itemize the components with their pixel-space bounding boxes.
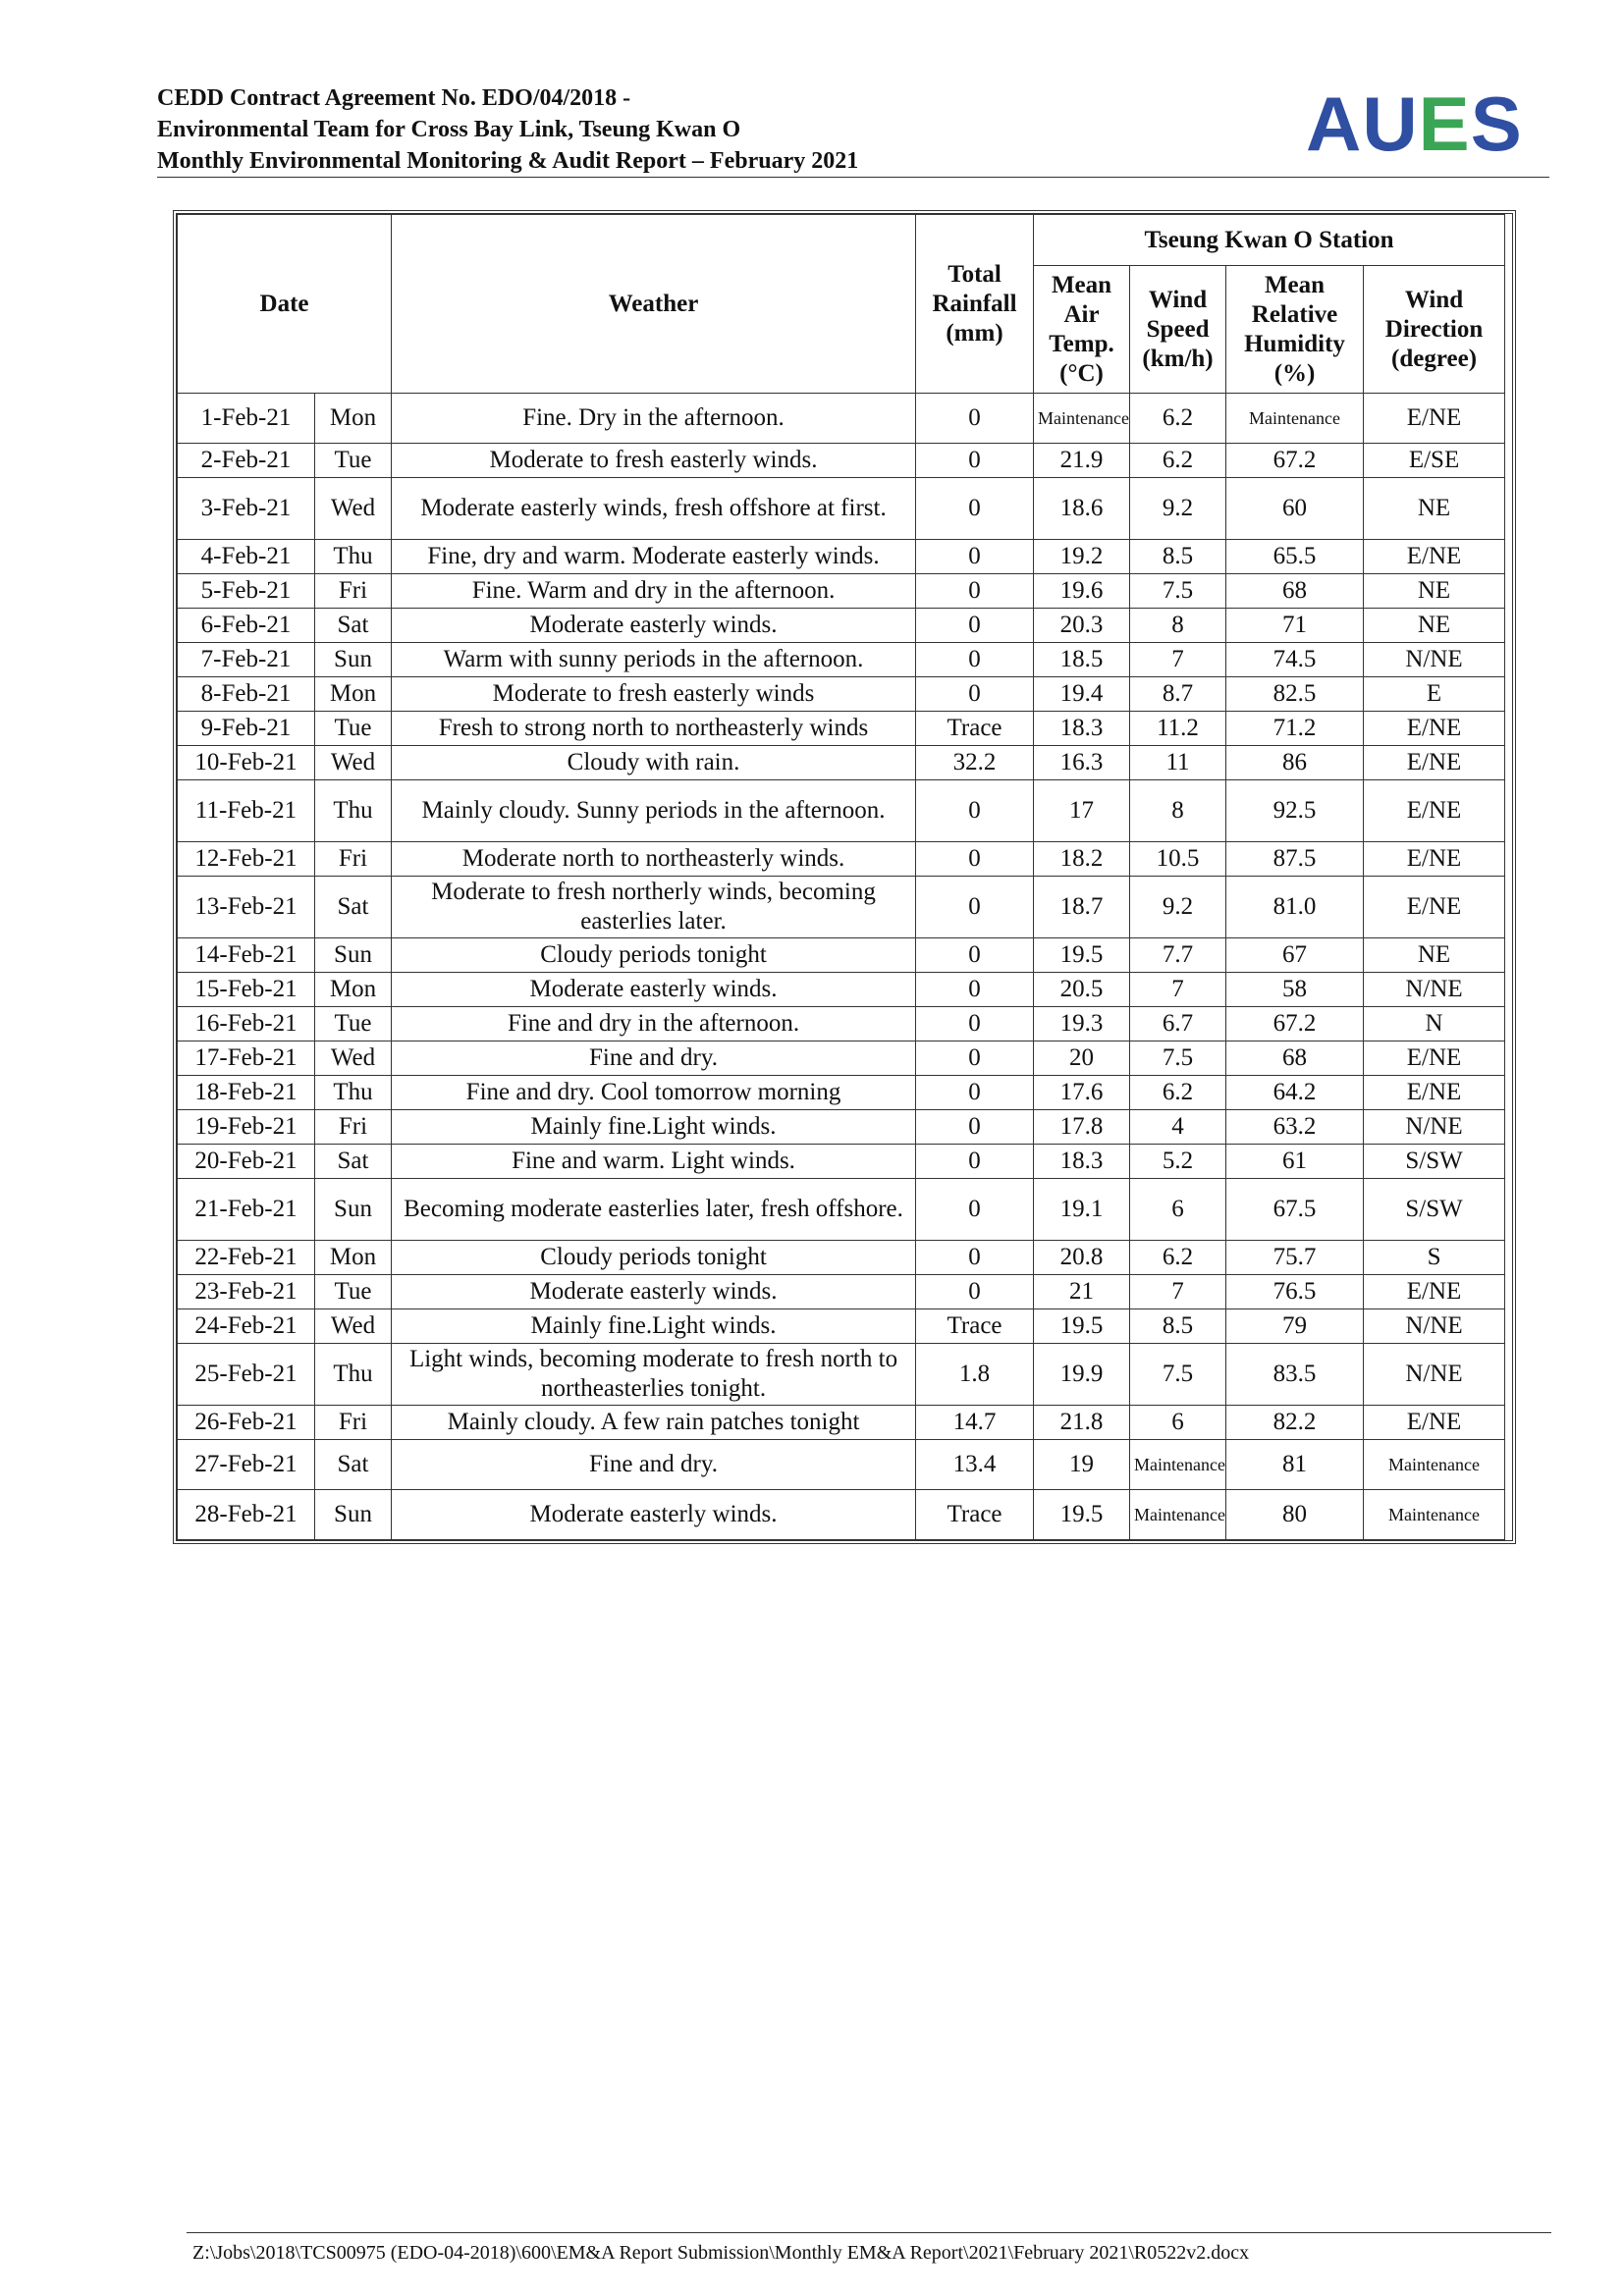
cell-hum: 82.2 xyxy=(1226,1406,1364,1440)
cell-weather: Light winds, becoming moderate to fresh north to northeasterlies tonight. xyxy=(392,1344,916,1406)
cell-dir: NE xyxy=(1364,574,1505,609)
table-row xyxy=(178,712,1505,746)
cell-day: Thu xyxy=(315,540,392,574)
cell-dir: Maintenance xyxy=(1364,1440,1505,1490)
cell-temp: 18.7 xyxy=(1034,877,1130,938)
table-row xyxy=(178,1007,1505,1041)
cell-hum: 60 xyxy=(1226,478,1364,540)
cell-weather: Fine. Warm and dry in the afternoon. xyxy=(392,574,916,609)
cell-dir: E/NE xyxy=(1364,780,1505,842)
table-row xyxy=(178,1110,1505,1145)
weather-table-container xyxy=(173,210,1516,1544)
table-row xyxy=(178,1440,1505,1490)
cell-wind: 7.7 xyxy=(1130,938,1226,973)
cell-weather: Fine and dry. xyxy=(392,1440,916,1490)
table-row xyxy=(178,444,1505,478)
cell-temp: 19.2 xyxy=(1034,540,1130,574)
cell-day: Sun xyxy=(315,938,392,973)
cell-rain: 32.2 xyxy=(916,746,1034,780)
header-date: Date xyxy=(178,215,392,394)
cell-dir: E/NE xyxy=(1364,1041,1505,1076)
cell-weather: Fine. Dry in the afternoon. xyxy=(392,394,916,444)
cell-dir: E/NE xyxy=(1364,1275,1505,1309)
cell-temp: 21 xyxy=(1034,1275,1130,1309)
table-row xyxy=(178,1179,1505,1241)
cell-dir: Maintenance xyxy=(1364,1490,1505,1540)
cell-hum: 68 xyxy=(1226,1041,1364,1076)
cell-date: 23-Feb-21 xyxy=(178,1275,315,1309)
cell-temp: 18.2 xyxy=(1034,842,1130,877)
cell-hum: 58 xyxy=(1226,973,1364,1007)
cell-temp: 19.4 xyxy=(1034,677,1130,712)
table-row xyxy=(178,780,1505,842)
cell-day: Wed xyxy=(315,746,392,780)
cell-rain: 1.8 xyxy=(916,1344,1034,1406)
cell-weather: Becoming moderate easterlies later, fresh offshore. xyxy=(392,1179,916,1241)
cell-weather: Fresh to strong north to northeasterly winds xyxy=(392,712,916,746)
cell-rain: 0 xyxy=(916,938,1034,973)
cell-weather: Moderate to fresh easterly winds. xyxy=(392,444,916,478)
cell-hum: 92.5 xyxy=(1226,780,1364,842)
cell-day: Sat xyxy=(315,609,392,643)
cell-dir: S/SW xyxy=(1364,1145,1505,1179)
cell-weather: Moderate to fresh easterly winds xyxy=(392,677,916,712)
cell-wind: 6.2 xyxy=(1130,394,1226,444)
cell-date: 21-Feb-21 xyxy=(178,1179,315,1241)
cell-rain: 0 xyxy=(916,1007,1034,1041)
cell-day: Thu xyxy=(315,1076,392,1110)
cell-rain: 0 xyxy=(916,973,1034,1007)
cell-rain: 0 xyxy=(916,478,1034,540)
cell-hum: 67 xyxy=(1226,938,1364,973)
table-row xyxy=(178,746,1505,780)
cell-temp: 19.6 xyxy=(1034,574,1130,609)
header-line-team: Environmental Team for Cross Bay Link, Tseung Kwan O xyxy=(157,117,741,142)
table-row xyxy=(178,1241,1505,1275)
table-row xyxy=(178,938,1505,973)
cell-date: 27-Feb-21 xyxy=(178,1440,315,1490)
table-row xyxy=(178,877,1505,938)
cell-weather: Moderate easterly winds. xyxy=(392,1275,916,1309)
cell-rain: 0 xyxy=(916,540,1034,574)
cell-wind: 6.2 xyxy=(1130,1241,1226,1275)
cell-weather: Moderate easterly winds. xyxy=(392,973,916,1007)
cell-date: 26-Feb-21 xyxy=(178,1406,315,1440)
cell-temp: 19.5 xyxy=(1034,1309,1130,1344)
cell-day: Sat xyxy=(315,1145,392,1179)
cell-rain: 0 xyxy=(916,1041,1034,1076)
cell-weather: Moderate to fresh northerly winds, becoming easterlies later. xyxy=(392,877,916,938)
table-row xyxy=(178,478,1505,540)
cell-dir: E/SE xyxy=(1364,444,1505,478)
cell-day: Fri xyxy=(315,574,392,609)
cell-weather: Cloudy with rain. xyxy=(392,746,916,780)
cell-date: 20-Feb-21 xyxy=(178,1145,315,1179)
cell-hum: 61 xyxy=(1226,1145,1364,1179)
header-temp: Mean Air Temp. (°C) xyxy=(1034,266,1130,394)
cell-hum: 87.5 xyxy=(1226,842,1364,877)
table-row xyxy=(178,394,1505,444)
cell-day: Fri xyxy=(315,1110,392,1145)
cell-temp: 19.5 xyxy=(1034,938,1130,973)
cell-weather: Warm with sunny periods in the afternoon. xyxy=(392,643,916,677)
cell-hum: 79 xyxy=(1226,1309,1364,1344)
cell-wind: Maintenance xyxy=(1130,1490,1226,1540)
cell-hum: 63.2 xyxy=(1226,1110,1364,1145)
aues-logo: AUES xyxy=(1306,80,1523,167)
cell-rain: Trace xyxy=(916,712,1034,746)
cell-rain: 0 xyxy=(916,444,1034,478)
cell-day: Thu xyxy=(315,1344,392,1406)
cell-temp: 19.5 xyxy=(1034,1490,1130,1540)
cell-date: 24-Feb-21 xyxy=(178,1309,315,1344)
cell-date: 6-Feb-21 xyxy=(178,609,315,643)
cell-day: Sat xyxy=(315,1440,392,1490)
table-row xyxy=(178,677,1505,712)
header-wind-speed: Wind Speed (km/h) xyxy=(1130,266,1226,394)
cell-date: 15-Feb-21 xyxy=(178,973,315,1007)
cell-rain: 0 xyxy=(916,1145,1034,1179)
cell-day: Fri xyxy=(315,1406,392,1440)
cell-temp: 18.6 xyxy=(1034,478,1130,540)
cell-weather: Moderate easterly winds. xyxy=(392,609,916,643)
cell-wind: 9.2 xyxy=(1130,478,1226,540)
cell-dir: E/NE xyxy=(1364,394,1505,444)
cell-wind: 10.5 xyxy=(1130,842,1226,877)
cell-hum: 81 xyxy=(1226,1440,1364,1490)
cell-hum: 74.5 xyxy=(1226,643,1364,677)
cell-date: 25-Feb-21 xyxy=(178,1344,315,1406)
cell-weather: Fine, dry and warm. Moderate easterly winds. xyxy=(392,540,916,574)
cell-rain: 0 xyxy=(916,1179,1034,1241)
cell-wind: 11 xyxy=(1130,746,1226,780)
cell-weather: Moderate easterly winds. xyxy=(392,1490,916,1540)
cell-dir: E/NE xyxy=(1364,842,1505,877)
cell-dir: N/NE xyxy=(1364,973,1505,1007)
table-row xyxy=(178,842,1505,877)
cell-hum: Maintenance xyxy=(1226,394,1364,444)
cell-temp: 18.3 xyxy=(1034,712,1130,746)
table-row xyxy=(178,609,1505,643)
table-row xyxy=(178,643,1505,677)
cell-dir: E/NE xyxy=(1364,1406,1505,1440)
cell-day: Tue xyxy=(315,444,392,478)
cell-wind: 9.2 xyxy=(1130,877,1226,938)
cell-hum: 68 xyxy=(1226,574,1364,609)
cell-wind: 6 xyxy=(1130,1406,1226,1440)
cell-date: 8-Feb-21 xyxy=(178,677,315,712)
cell-dir: N xyxy=(1364,1007,1505,1041)
cell-dir: E xyxy=(1364,677,1505,712)
cell-hum: 83.5 xyxy=(1226,1344,1364,1406)
cell-hum: 86 xyxy=(1226,746,1364,780)
header-line-contract: CEDD Contract Agreement No. EDO/04/2018 - xyxy=(157,85,631,111)
cell-date: 18-Feb-21 xyxy=(178,1076,315,1110)
cell-rain: 0 xyxy=(916,780,1034,842)
cell-hum: 64.2 xyxy=(1226,1076,1364,1110)
cell-weather: Mainly cloudy. A few rain patches tonight xyxy=(392,1406,916,1440)
cell-wind: 4 xyxy=(1130,1110,1226,1145)
cell-hum: 82.5 xyxy=(1226,677,1364,712)
cell-hum: 80 xyxy=(1226,1490,1364,1540)
cell-hum: 71.2 xyxy=(1226,712,1364,746)
cell-date: 16-Feb-21 xyxy=(178,1007,315,1041)
cell-dir: N/NE xyxy=(1364,1110,1505,1145)
table-row xyxy=(178,1309,1505,1344)
header-station: Tseung Kwan O Station xyxy=(1034,215,1505,266)
cell-date: 1-Feb-21 xyxy=(178,394,315,444)
cell-date: 2-Feb-21 xyxy=(178,444,315,478)
cell-hum: 71 xyxy=(1226,609,1364,643)
cell-rain: 13.4 xyxy=(916,1440,1034,1490)
cell-rain: Trace xyxy=(916,1309,1034,1344)
cell-weather: Cloudy periods tonight xyxy=(392,1241,916,1275)
cell-temp: 19.9 xyxy=(1034,1344,1130,1406)
cell-wind: 6.2 xyxy=(1130,444,1226,478)
table-row xyxy=(178,540,1505,574)
cell-wind: 8 xyxy=(1130,780,1226,842)
cell-wind: 6.7 xyxy=(1130,1007,1226,1041)
table-row xyxy=(178,1076,1505,1110)
table-row xyxy=(178,1275,1505,1309)
cell-dir: E/NE xyxy=(1364,712,1505,746)
cell-date: 3-Feb-21 xyxy=(178,478,315,540)
cell-date: 9-Feb-21 xyxy=(178,712,315,746)
cell-rain: 0 xyxy=(916,1110,1034,1145)
cell-dir: E/NE xyxy=(1364,746,1505,780)
cell-temp: 20.3 xyxy=(1034,609,1130,643)
cell-wind: 6.2 xyxy=(1130,1076,1226,1110)
cell-day: Tue xyxy=(315,1275,392,1309)
cell-temp: 18.3 xyxy=(1034,1145,1130,1179)
cell-dir: NE xyxy=(1364,609,1505,643)
cell-dir: N/NE xyxy=(1364,1344,1505,1406)
cell-wind: 7 xyxy=(1130,973,1226,1007)
cell-day: Wed xyxy=(315,1041,392,1076)
cell-dir: E/NE xyxy=(1364,877,1505,938)
cell-weather: Mainly fine.Light winds. xyxy=(392,1110,916,1145)
cell-dir: E/NE xyxy=(1364,540,1505,574)
cell-weather: Mainly fine.Light winds. xyxy=(392,1309,916,1344)
weather-table-body xyxy=(178,394,1505,1540)
cell-rain: 0 xyxy=(916,1241,1034,1275)
cell-temp: 19.1 xyxy=(1034,1179,1130,1241)
cell-temp: 21.9 xyxy=(1034,444,1130,478)
cell-hum: 67.2 xyxy=(1226,444,1364,478)
cell-temp: 20 xyxy=(1034,1041,1130,1076)
cell-wind: 7.5 xyxy=(1130,574,1226,609)
cell-wind: Maintenance xyxy=(1130,1440,1226,1490)
cell-wind: 7.5 xyxy=(1130,1041,1226,1076)
header-wind-direction: Wind Direction (degree) xyxy=(1364,266,1505,394)
cell-day: Mon xyxy=(315,394,392,444)
cell-temp: 17.6 xyxy=(1034,1076,1130,1110)
cell-hum: 65.5 xyxy=(1226,540,1364,574)
cell-date: 22-Feb-21 xyxy=(178,1241,315,1275)
cell-hum: 76.5 xyxy=(1226,1275,1364,1309)
cell-day: Wed xyxy=(315,1309,392,1344)
cell-temp: 17 xyxy=(1034,780,1130,842)
cell-date: 28-Feb-21 xyxy=(178,1490,315,1540)
cell-dir: S xyxy=(1364,1241,1505,1275)
table-row xyxy=(178,1041,1505,1076)
cell-wind: 8.7 xyxy=(1130,677,1226,712)
cell-dir: N/NE xyxy=(1364,643,1505,677)
cell-dir: NE xyxy=(1364,938,1505,973)
header-line-report: Monthly Environmental Monitoring & Audit Report – February 2021 xyxy=(157,148,859,174)
cell-weather: Moderate easterly winds, fresh offshore at first. xyxy=(392,478,916,540)
cell-temp: 19.3 xyxy=(1034,1007,1130,1041)
table-row xyxy=(178,574,1505,609)
table-row xyxy=(178,1406,1505,1440)
cell-day: Tue xyxy=(315,712,392,746)
cell-day: Wed xyxy=(315,478,392,540)
cell-wind: 5.2 xyxy=(1130,1145,1226,1179)
cell-rain: 0 xyxy=(916,609,1034,643)
cell-temp: Maintenance xyxy=(1034,394,1130,444)
cell-hum: 75.7 xyxy=(1226,1241,1364,1275)
header-rainfall: Total Rainfall (mm) xyxy=(916,215,1034,394)
footer-file-path: Z:\Jobs\2018\TCS00975 (EDO-04-2018)\600\EM&A Report Submission\Monthly EM&A Report\2021\February 2021\R0522v2.docx xyxy=(192,2242,1250,2264)
cell-rain: 0 xyxy=(916,574,1034,609)
cell-wind: 7 xyxy=(1130,1275,1226,1309)
cell-hum: 67.2 xyxy=(1226,1007,1364,1041)
cell-date: 14-Feb-21 xyxy=(178,938,315,973)
cell-rain: Trace xyxy=(916,1490,1034,1540)
cell-date: 13-Feb-21 xyxy=(178,877,315,938)
table-row xyxy=(178,1344,1505,1406)
cell-rain: 0 xyxy=(916,1275,1034,1309)
header-weather: Weather xyxy=(392,215,916,394)
cell-weather: Fine and dry. Cool tomorrow morning xyxy=(392,1076,916,1110)
header-divider xyxy=(157,177,1549,178)
cell-rain: 0 xyxy=(916,394,1034,444)
cell-temp: 17.8 xyxy=(1034,1110,1130,1145)
cell-date: 19-Feb-21 xyxy=(178,1110,315,1145)
cell-wind: 8.5 xyxy=(1130,1309,1226,1344)
cell-rain: 0 xyxy=(916,1076,1034,1110)
cell-wind: 7 xyxy=(1130,643,1226,677)
cell-temp: 21.8 xyxy=(1034,1406,1130,1440)
cell-wind: 8.5 xyxy=(1130,540,1226,574)
cell-date: 10-Feb-21 xyxy=(178,746,315,780)
cell-date: 12-Feb-21 xyxy=(178,842,315,877)
cell-wind: 6 xyxy=(1130,1179,1226,1241)
cell-day: Thu xyxy=(315,780,392,842)
cell-day: Sat xyxy=(315,877,392,938)
cell-day: Sun xyxy=(315,643,392,677)
cell-date: 11-Feb-21 xyxy=(178,780,315,842)
cell-temp: 19 xyxy=(1034,1440,1130,1490)
table-row xyxy=(178,973,1505,1007)
cell-weather: Moderate north to northeasterly winds. xyxy=(392,842,916,877)
cell-date: 7-Feb-21 xyxy=(178,643,315,677)
table-row xyxy=(178,1145,1505,1179)
cell-weather: Fine and warm. Light winds. xyxy=(392,1145,916,1179)
cell-day: Mon xyxy=(315,1241,392,1275)
cell-weather: Fine and dry. xyxy=(392,1041,916,1076)
cell-day: Mon xyxy=(315,677,392,712)
cell-dir: E/NE xyxy=(1364,1076,1505,1110)
cell-weather: Mainly cloudy. Sunny periods in the afternoon. xyxy=(392,780,916,842)
cell-dir: N/NE xyxy=(1364,1309,1505,1344)
cell-day: Sun xyxy=(315,1490,392,1540)
cell-date: 4-Feb-21 xyxy=(178,540,315,574)
cell-weather: Fine and dry in the afternoon. xyxy=(392,1007,916,1041)
cell-rain: 0 xyxy=(916,877,1034,938)
cell-hum: 81.0 xyxy=(1226,877,1364,938)
cell-rain: 0 xyxy=(916,677,1034,712)
table-row xyxy=(178,1490,1505,1540)
header-humidity: Mean Relative Humidity (%) xyxy=(1226,266,1364,394)
cell-wind: 11.2 xyxy=(1130,712,1226,746)
cell-date: 17-Feb-21 xyxy=(178,1041,315,1076)
cell-day: Sun xyxy=(315,1179,392,1241)
cell-temp: 16.3 xyxy=(1034,746,1130,780)
cell-temp: 18.5 xyxy=(1034,643,1130,677)
cell-dir: S/SW xyxy=(1364,1179,1505,1241)
cell-date: 5-Feb-21 xyxy=(178,574,315,609)
cell-temp: 20.8 xyxy=(1034,1241,1130,1275)
cell-wind: 7.5 xyxy=(1130,1344,1226,1406)
footer-divider xyxy=(187,2232,1551,2233)
cell-day: Tue xyxy=(315,1007,392,1041)
weather-table xyxy=(177,214,1505,1540)
cell-temp: 20.5 xyxy=(1034,973,1130,1007)
cell-rain: 0 xyxy=(916,842,1034,877)
cell-day: Fri xyxy=(315,842,392,877)
cell-rain: 0 xyxy=(916,643,1034,677)
cell-weather: Cloudy periods tonight xyxy=(392,938,916,973)
cell-rain: 14.7 xyxy=(916,1406,1034,1440)
cell-day: Mon xyxy=(315,973,392,1007)
cell-dir: NE xyxy=(1364,478,1505,540)
cell-wind: 8 xyxy=(1130,609,1226,643)
cell-hum: 67.5 xyxy=(1226,1179,1364,1241)
